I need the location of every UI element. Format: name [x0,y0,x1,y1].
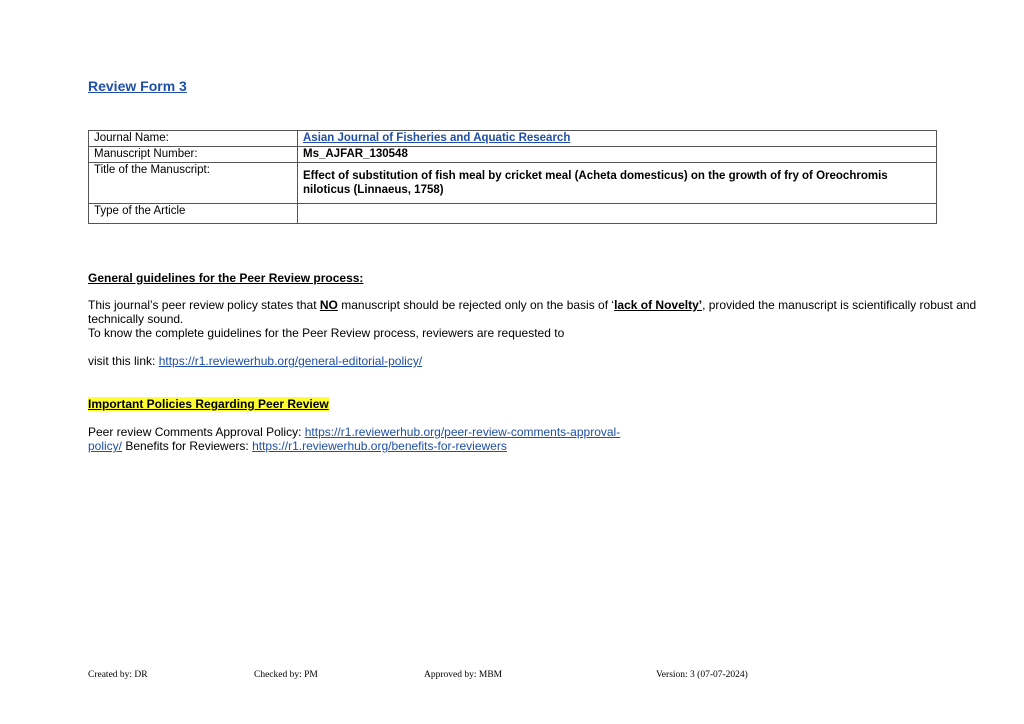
policies-heading-text: Important Policies Regarding Peer Review [88,397,329,411]
table-row [89,147,937,163]
guidelines-text-2: To know the complete guidelines for the Peer Review process, reviewers are requested to [88,326,565,340]
page-title: Review Form 3 [88,78,187,94]
article-type-label: Type of the Article [89,204,298,224]
manuscript-number-label: Manuscript Number: [89,147,298,163]
article-type-value [298,204,937,224]
table-row [89,131,937,147]
benefits-label: Benefits for Reviewers: [122,439,253,453]
visit-text: visit this link: [88,354,159,368]
footer-version: Version: 3 (07-07-2024) [656,670,748,680]
manuscript-number-value: Ms_AJFAR_130548 [298,147,937,163]
approval-policy-link[interactable]: https://r1.reviewerhub.org/peer-review-comments-approval-policy/ [88,425,621,453]
guidelines-text-b: manuscript should be rejected only on the basis of ‘ [337,298,615,312]
guidelines-text-c: , provided the manuscript is scientifically robust and technically sound. [88,298,977,326]
no-emphasis: NO [319,298,338,312]
manuscript-title-label: Title of the Manuscript: [89,163,298,204]
guidelines-text-a: This journal’s peer review policy states that [88,298,320,312]
policies-heading [88,397,329,411]
benefits-link[interactable]: https://r1.reviewerhub.org/benefits-for-reviewers [252,439,507,453]
journal-name-value [298,131,937,147]
journal-name-link[interactable]: Asian Journal of Fisheries and Aquatic Research [303,132,571,144]
guidelines-heading: General guidelines for the Peer Review process: [88,271,364,285]
manuscript-title-value: Effect of substitution of fish meal by cricket meal (Acheta domesticus) on the growth of fry of Oreochromis niloticus (Linnaeus, 1758) [298,163,937,204]
visit-line [88,354,988,368]
footer-created: Created by: DR [88,670,148,680]
footer-checked: Checked by: PM [254,670,318,680]
journal-name-label: Journal Name: [89,131,298,147]
guidelines-paragraph [88,298,988,340]
manuscript-info-table [88,130,937,224]
table-row [89,204,937,224]
novelty-emphasis: lack of Novelty’ [614,298,703,312]
approval-label: Peer review Comments Approval Policy: [88,425,305,439]
policies-paragraph [88,425,648,453]
table-row [89,163,937,204]
footer-approved: Approved by: MBM [424,670,503,680]
editorial-policy-link[interactable]: https://r1.reviewerhub.org/general-editorial-policy/ [158,354,423,368]
